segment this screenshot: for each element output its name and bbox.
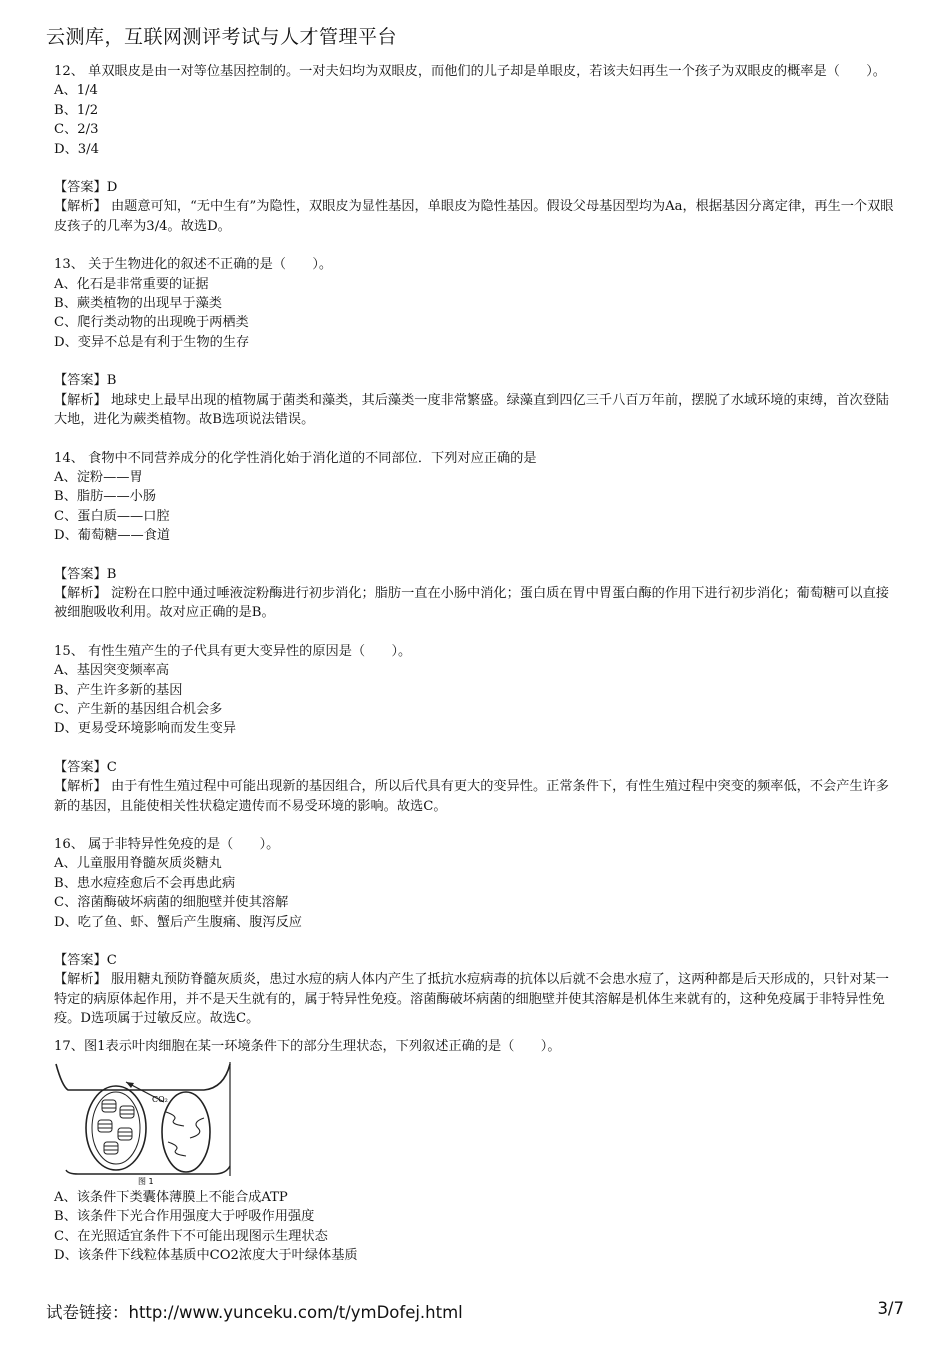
answer: 【答案】D <box>54 180 118 196</box>
cristae <box>166 1112 204 1156</box>
leaf-cell-figure <box>54 1058 234 1186</box>
leaf-cell-diagram <box>54 1058 234 1186</box>
option-c: C、在光照适宜条件下不可能出现图示生理状态 <box>54 1228 328 1244</box>
option-b: B、该条件下光合作用强度大于呼吸作用强度 <box>54 1209 315 1225</box>
analysis: 【解析】 地球史上最早出现的植物属于菌类和藻类，其后藻类一度非常繁盛。绿藻直到四亿三千八百万年前，摆脱了水域环境的束缚，首次登陆大地，进化为蕨类植物。故B选项说法错误。 <box>54 392 889 428</box>
option-b: B、蕨类植物的出现早于藻类 <box>54 296 222 312</box>
option-a: A、该条件下类囊体薄膜上不能合成ATP <box>54 1190 288 1206</box>
option-b: B、1/2 <box>54 102 99 118</box>
question-stem: 13、 关于生物进化的叙述不正确的是（ ）。 <box>54 257 333 273</box>
option-d: D、3/4 <box>54 141 99 157</box>
thylakoid-stacks <box>98 1100 134 1154</box>
option-d: D、该条件下线粒体基质中CO2浓度大于叶绿体基质 <box>54 1248 358 1264</box>
page-footer <box>46 1299 904 1323</box>
option-a: A、基因突变频率高 <box>54 663 170 679</box>
question-stem: 16、 属于非特异性免疫的是（ ）。 <box>54 837 280 852</box>
option-a: A、淀粉——胃 <box>54 469 143 485</box>
analysis: 【解析】 由题意可知，“无中生有”为隐性，双眼皮为显性基因，单眼皮为隐性基因。假设父母基因型均为Aa，根据基因分离定律，再生一个双眼皮孩子的几率为3/4。故选D。 <box>54 199 894 234</box>
option-d: D、吃了鱼、虾、蟹后产生腹痛、腹泻反应 <box>54 914 302 930</box>
figure-caption: 图 1 <box>138 1177 154 1187</box>
mitochondrion <box>162 1092 210 1172</box>
question-17 <box>54 1037 894 1266</box>
option-c: C、蛋白质——口腔 <box>54 508 170 524</box>
page-number: 3/7 <box>877 1299 904 1318</box>
answer: 【答案】B <box>54 566 117 582</box>
question-stem: 17、图1表示叶肉细胞在某一环境条件下的部分生理状态，下列叙述正确的是（ ）。 <box>54 1038 561 1054</box>
option-c: C、溶菌酶破坏病菌的细胞壁并使其溶解 <box>54 895 289 911</box>
question-stem: 15、 有性生殖产生的子代具有更大变异性的原因是（ ）。 <box>54 643 412 659</box>
option-b: B、脂肪——小肠 <box>54 489 157 505</box>
page-header: 云测库，互联网测评考试与人才管理平台 <box>46 26 398 48</box>
cell-wall <box>56 1064 230 1090</box>
cell-wall-bottom <box>66 1166 230 1174</box>
answer: 【答案】B <box>54 373 117 389</box>
option-a: A、儿童服用脊髓灰质炎糖丸 <box>54 856 222 872</box>
question-16 <box>54 835 894 1037</box>
option-c: C、2/3 <box>54 122 99 138</box>
answer: 【答案】C <box>54 953 117 969</box>
question-14 <box>54 449 894 642</box>
option-d: D、更易受环境影响而发生变异 <box>54 721 237 737</box>
option-b: B、产生许多新的基因 <box>54 682 183 698</box>
option-c: C、爬行类动物的出现晚于两栖类 <box>54 315 249 331</box>
analysis: 【解析】 服用糖丸预防脊髓灰质炎，患过水痘的病人体内产生了抵抗水痘病毒的抗体以后就不会患水痘了，这两种都是后天形成的，只针对某一特定的病原体起作用，并不是天生就有的，属于特异性免疫。溶菌酶破坏病菌的细胞壁并使其溶解是机体生来就有的，这种免疫属于非特异性免疫。D选项属于过敏反应。故选C。 <box>54 972 889 1027</box>
question-12 <box>54 62 894 255</box>
link-label: 试卷链接： <box>46 1303 129 1322</box>
option-a: A、1/4 <box>54 83 98 99</box>
analysis: 【解析】 淀粉在口腔中通过唾液淀粉酶进行初步消化；脂肪一直在小肠中消化；蛋白质在胃中胃蛋白酶的作用下进行初步消化；葡萄糖可以直接被细胞吸收利用。故对应正确的是B。 <box>54 585 889 621</box>
question-stem: 12、 单双眼皮是由一对等位基因控制的。一对夫妇均为双眼皮，而他们的儿子却是单眼皮，若该夫妇再生一个孩子为双眼皮的概率是（ ）。 <box>54 64 886 79</box>
question-15 <box>54 642 894 835</box>
analysis: 【解析】 由于有性生殖过程中可能出现新的基因组合，所以后代具有更大的变异性。正常条件下，有性生殖过程中突变的频率低，不会产生许多新的基因，且能使相关性状稳定遗传而不易受环境的影响。故选C。 <box>54 779 889 814</box>
answer: 【答案】C <box>54 759 117 775</box>
option-d: D、葡萄糖——食道 <box>54 528 171 544</box>
option-b: B、患水痘痊愈后不会再患此病 <box>54 875 236 891</box>
question-list <box>54 62 894 1266</box>
option-a: A、化石是非常重要的证据 <box>54 276 209 292</box>
co2-label: CO₂ <box>152 1095 168 1105</box>
option-c: C、产生新的基因组合机会多 <box>54 701 223 717</box>
exam-link[interactable]: http://www.yunceku.com/t/ymDofej.html <box>128 1303 463 1322</box>
question-13 <box>54 255 894 448</box>
option-d: D、变异不总是有利于生物的生存 <box>54 334 250 350</box>
question-stem: 14、 食物中不同营养成分的化学性消化始于消化道的不同部位．下列对应正确的是 <box>54 450 537 466</box>
chloroplast <box>86 1086 146 1170</box>
